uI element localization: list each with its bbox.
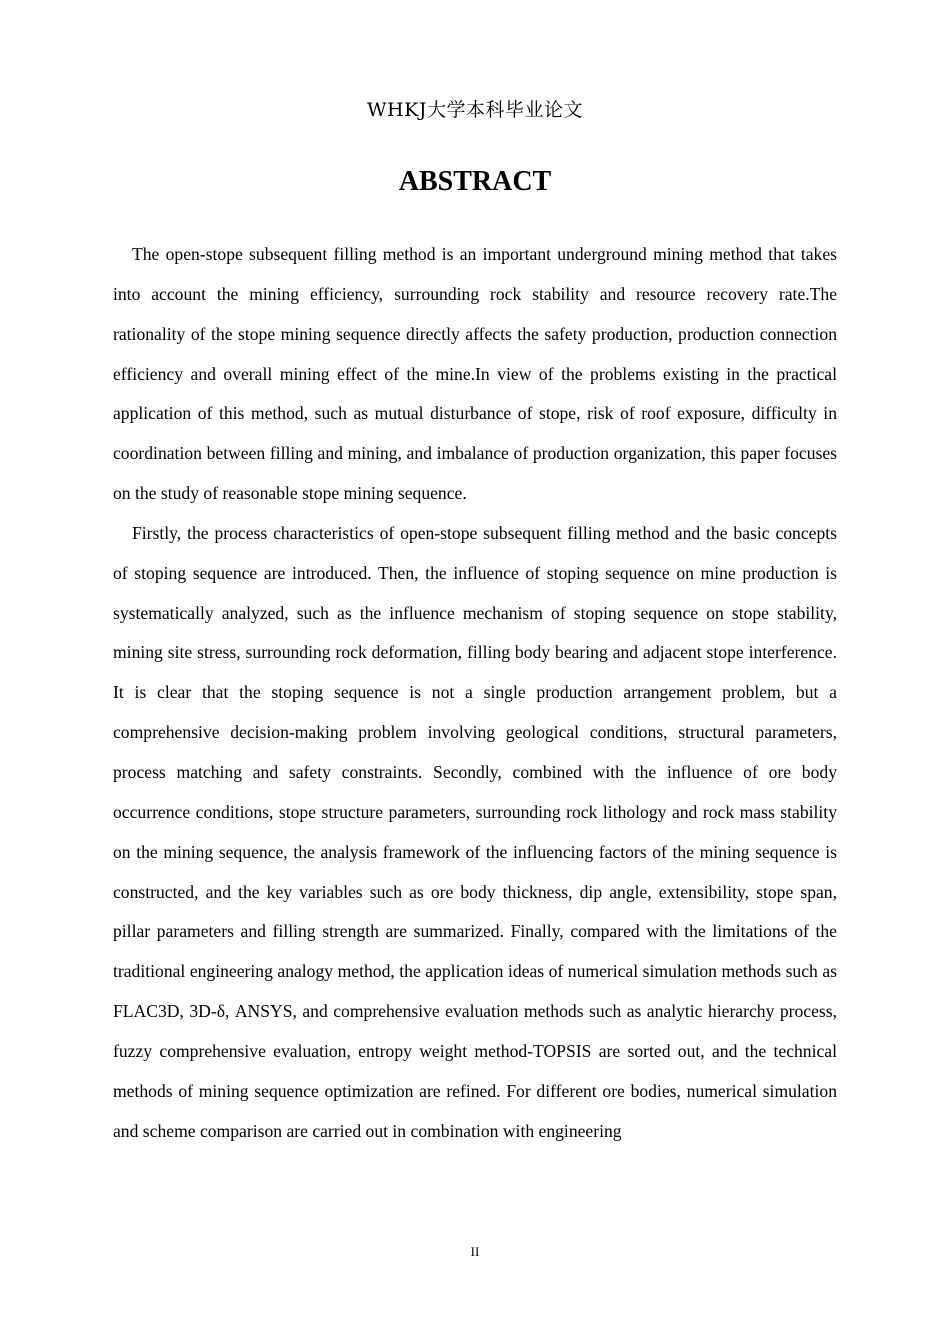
page-number: II xyxy=(470,1244,480,1259)
running-header: WHKJ大学本科毕业论文 xyxy=(367,99,583,121)
abstract-paragraph-1: The open-stope subsequent filling method is an important underground mining method that takes into account the mining efficiency, surrounding rock stability and resource recovery rate.The rationality of the stope mining sequence directly affects the safety production, production connection efficiency and overall mining effect of the mine.In view of the problems existing in the practical application of this method, such as mutual disturbance of stope, risk of roof exposure, difficulty in coordination between filling and mining, and imbalance of production organization, this paper focuses on the study of reasonable stope mining sequence. xyxy=(113,244,837,504)
abstract-body xyxy=(113,235,837,1151)
abstract-title: ABSTRACT xyxy=(398,166,552,197)
abstract-paragraph-2: Firstly, the process characteristics of open-stope subsequent filling method and the basic concepts of stoping sequence are introduced. Then, the influence of stoping sequence on mine production is systematically analyzed, such as the influence mechanism of stoping sequence on stope stability, mining site stress, surrounding rock deformation, filling body bearing and adjacent stope interference. It is clear that the stoping sequence is not a single production arrangement problem, but a comprehensive decision-making problem involving geological conditions, structural parameters, process matching and safety constraints. Secondly, combined with the influence of ore body occurrence conditions, stope structure parameters, surrounding rock lithology and rock mass stability on the mining sequence, the analysis framework of the influencing factors of the mining sequence is constructed, and the key variables such as ore body thickness, dip angle, extensibility, stope span, pillar parameters and filling strength are summarized. Finally, compared with the limitations of the traditional engineering analogy method, the application ideas of numerical simulation methods such as FLAC3D, 3D-δ, ANSYS, and comprehensive evaluation methods such as analytic hierarchy process, fuzzy comprehensive evaluation, entropy weight method-TOPSIS are sorted out, and the technical methods of mining sequence optimization are refined. For different ore bodies, numerical simulation and scheme comparison are carried out in combination with engineering xyxy=(113,522,837,1141)
